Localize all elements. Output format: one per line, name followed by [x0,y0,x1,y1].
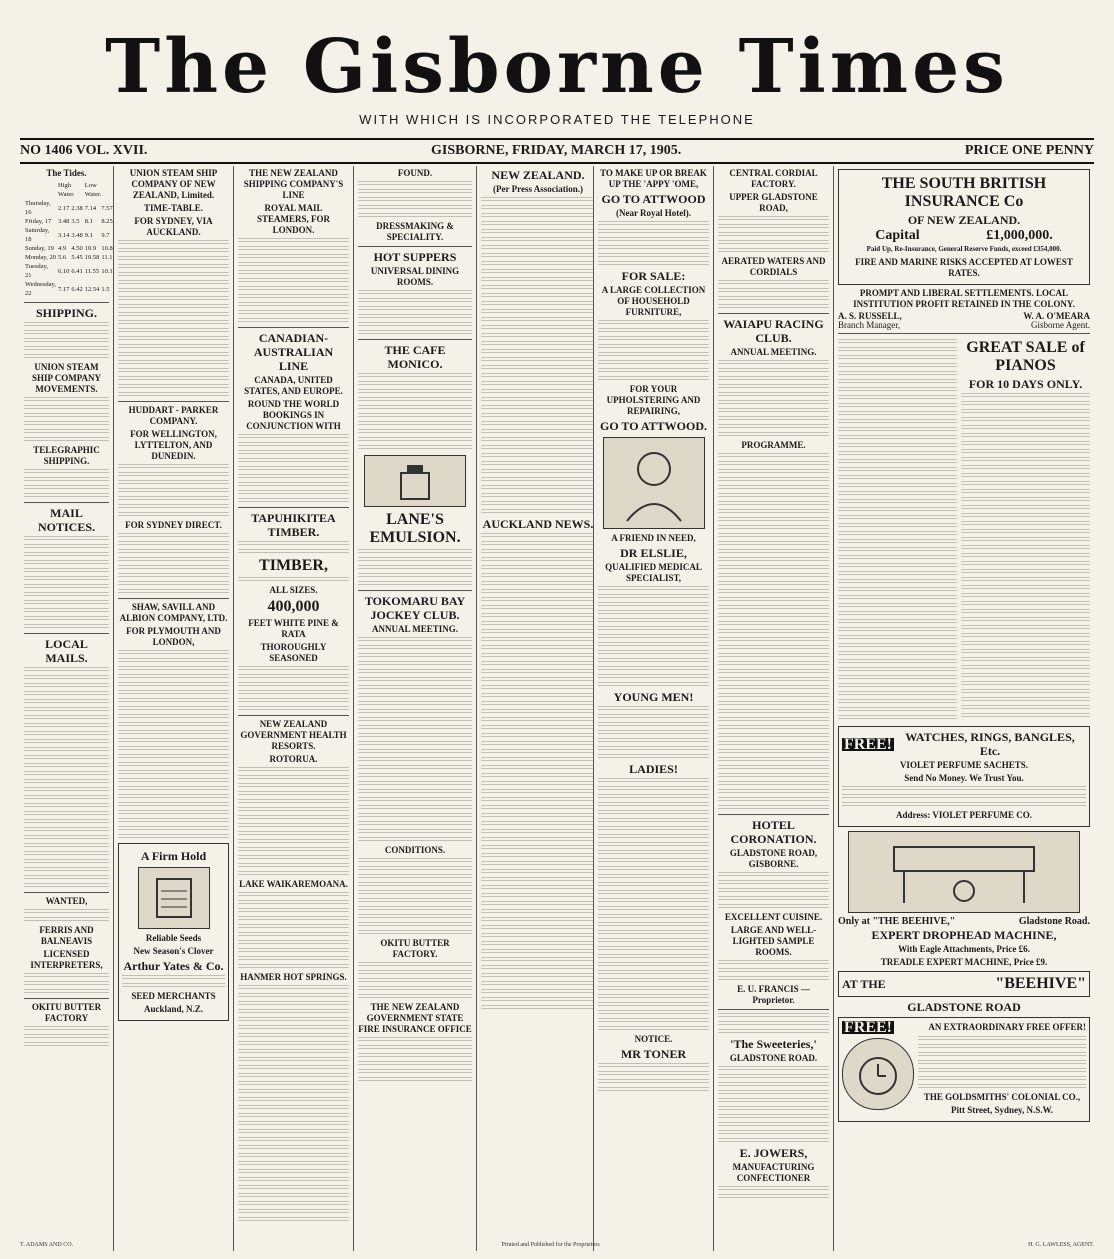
violet-address: Address: VIOLET PERFUME CO. [895,810,1033,820]
omeara-title: Gisborne Agent. [1031,320,1090,330]
sydney-direct-heading: FOR SYDNEY DIRECT. [125,520,222,530]
attwood-sub: (Near Royal Hotel). [615,208,692,218]
aerated-heading: AERATED WATERS AND CORDIALS [721,256,826,277]
local-mails-heading: LOCAL MAILS. [45,637,88,665]
auckland-text: Auckland, N.Z. [143,1004,204,1014]
issue-date: GISBORNE, FRIDAY, MARCH 17, 1905. [431,143,682,158]
annual-meeting-heading: ANNUAL MEETING. [371,624,458,634]
hanmer-heading: HANMER HOT SPRINGS. [240,972,347,982]
violet-perfume-ad [838,726,1090,827]
emulsion-illustration [364,455,466,507]
round-world-heading: ROUND THE WORLD BOOKINGS IN CONJUNCTION WITH [246,399,341,431]
ladies-heading: LADIES! [629,762,678,776]
table-row: Tuesday, 21 6.10 6.41 11.55 10.1 [25,263,113,279]
only-at-beehive: Only at "THE BEEHIVE," [838,916,956,927]
free-badge-2: FREE! [844,1019,892,1036]
timber-heading: TAPUHIKITEA TIMBER. [251,511,336,539]
capital-row [842,228,1086,243]
seasoned-text: THOROUGHLY SEASONED [260,642,327,663]
sweeteries-heading: 'The Sweeteries,' [730,1037,817,1051]
table-row: Wednesday, 22 7.17 6.42 12.54 1.5 [25,281,110,297]
wellington-heading: FOR WELLINGTON, LYTTELTON, AND DUNEDIN. [130,429,217,461]
bottle-icon [385,461,445,501]
jowers-sub: MANUFACTURING CONFECTIONER [732,1162,815,1183]
mr-toner-heading: MR TONER [620,1047,687,1061]
doctor-portrait [603,437,705,529]
reliable-seeds: Reliable Seeds [145,933,202,943]
shaw-savill-subheading: FOR PLYMOUTH AND LONDON, [126,626,221,647]
russell-title: Branch Manager, [838,320,901,330]
table-row: Thursday, 16 2.17 2.38 7.14 7.57 [25,200,113,216]
shaw-savill-heading: SHAW, SAVILL AND ALBION COMPANY, LTD. [119,602,228,623]
bottom-left: T. ADAMS AND CO. [20,1242,74,1248]
notice-heading: NOTICE. [634,1034,673,1044]
issue-price: PRICE ONE PENNY [964,143,1094,158]
timber-word: TIMBER, [259,557,328,574]
press-association: (Per Press Association.) [493,184,583,194]
insurance-ad [838,169,1090,285]
sewing-machine-illustration [848,831,1080,913]
table-row: Sunday, 19 4.9 4.50 10.9 10.8 [25,245,113,252]
feet-number: 400,000 [267,598,320,615]
telegraphic-heading: TELEGRAPHIC SHIPPING. [33,445,100,466]
column-7 [834,166,1094,1251]
dining-rooms-heading: UNIVERSAL DINING ROOMS. [370,266,460,287]
medical-specialist: QUALIFIED MEDICAL SPECIALIST, [605,562,702,583]
newspaper-title: The Gisborne Times [105,24,1009,110]
capital-value: £1,000,000. [986,228,1053,243]
agents-row [838,312,1090,330]
dr-elslie: DR ELSLIE, [620,546,687,560]
sydney-heading: FOR SYDNEY, VIA AUCKLAND. [134,216,213,237]
column-4-right [476,166,594,1251]
beehive-banner-title: "BEEHIVE" [995,975,1086,992]
firm-hold-heading: A Firm Hold [140,849,207,863]
racing-meeting: ANNUAL MEETING. [730,347,817,357]
hand-illustration [138,867,210,929]
upholstering-heading: FOR YOUR UPHOLSTERING AND REPAIRING, [606,384,701,416]
fire-marine-text: FIRE AND MARINE RISKS ACCEPTED AT LOWEST RATES. [855,257,1073,278]
extraordinary-text: AN EXTRAORDINARY FREE OFFER! [928,1022,1086,1032]
watches-text: WATCHES, RINGS, BANGLES, Etc. [905,730,1075,758]
table-row: Saturday, 18 3.14 3.48 9.1 9.7 [25,227,110,243]
break-up-heading: TO MAKE UP OR BREAK UP THE 'APPY 'OME, [600,168,707,189]
furniture-heading: A LARGE COLLECTION OF HOUSEHOLD FURNITURE, [601,285,706,317]
beehive-road: Gladstone Road. [1018,916,1090,927]
feet-subtext: FEET WHITE PINE & RATA [248,618,339,639]
new-zealand-heading: NEW ZEALAND. [491,168,585,182]
tides-col-high: High Water. [58,182,75,198]
dressmaking-heading: DRESSMAKING & SPECIALITY. [376,221,454,242]
column-5 [594,166,714,1251]
free-badge: FREE! [844,735,892,753]
sweeteries-road: GLADSTONE ROAD. [729,1053,818,1063]
cordial-factory-heading: CENTRAL CORDIAL FACTORY. [729,168,818,189]
goldsmiths-name: THE GOLDSMITHS' COLONIAL CO., [923,1092,1081,1102]
union-company-heading: UNION STEAM SHIP COMPANY OF NEW ZEALAND, Limited. [129,168,218,200]
treadle-machine: TREADLE EXPERT MACHINE, Price £9. [880,957,1048,967]
omeara-name: W. A. O'MEARA [1023,311,1090,321]
rotorua-heading: ROTORUA. [269,754,318,764]
young-men-heading: YOUNG MEN! [613,690,694,704]
newspaper-subtitle: WITH WHICH IS INCORPORATED THE TELEPHONE [359,112,755,127]
ten-days-text: FOR 10 DAYS ONLY. [968,377,1083,391]
lanes-emulsion-heading: LANE'S EMULSION. [369,511,461,546]
mail-notices-heading: MAIL NOTICES. [37,506,96,534]
union-movements-heading: UNION STEAM SHIP COMPANY MOVEMENTS. [31,362,102,394]
cafe-monico-heading: THE CAFE MONICO. [384,343,446,371]
hotel-coronation-heading: HOTEL CORONATION. [730,818,817,846]
okitu-heading: OKITU BUTTER FACTORY [31,1002,102,1023]
seed-merchants: SEED MERCHANTS [131,991,216,1001]
russell-name: A. S. RUSSELL, [838,311,902,321]
bottom-right: H. G. LAWLESS, AGENT. [1028,1242,1094,1248]
send-no-money: Send No Money. We Trust You. [904,773,1024,783]
attwood-heading: GO TO ATTWOOD [601,192,706,206]
canadian-heading: CANADIAN-AUSTRALIAN LINE [253,331,334,373]
piano-ad [838,337,1090,723]
clover-text: New Season's Clover [133,946,214,956]
column-1 [20,166,114,1251]
portrait-icon [619,443,689,523]
gladstone-road-text: GLADSTONE ROAD [907,1000,1021,1014]
fire-insurance-heading: THE NEW ZEALAND GOVERNMENT STATE FIRE INSURANCE OFFICE [358,1002,472,1034]
proprietor-text: E. U. FRANCIS — Proprietor. [737,984,810,1005]
canada-heading: CANADA, UNITED STATES, AND EUROPE. [244,375,343,396]
arthur-yates: Arthur Yates & Co. [123,959,224,973]
eagle-attachments: With Eagle Attachments, Price £6. [898,944,1030,954]
yates-seeds-ad [118,843,229,1021]
for-sale-heading: FOR SALE: [621,269,686,283]
hotel-coronation-sub: GLADSTONE ROAD, GISBORNE. [729,848,818,869]
wanted-heading: WANTED, [45,896,88,906]
ferris-subheading: LICENSED INTERPRETERS, [30,949,103,970]
violet-sachets: VIOLET PERFUME SACHETS. [899,760,1029,770]
beehive-banner [838,971,1090,997]
okitu-factory-heading: OKITU BUTTER FACTORY. [380,938,450,959]
masthead [0,0,1114,150]
sewing-machine-icon [864,837,1064,907]
tides-section [24,168,113,298]
capital-label: Capital [875,228,920,243]
column-4-left [358,166,472,1085]
watch-illustration [842,1038,914,1110]
insurance-subtitle: OF NEW ZEALAND. [907,213,1021,227]
racing-club-heading: WAIAPU RACING CLUB. [723,317,824,345]
sample-rooms-text: LARGE AND WELL-LIGHTED SAMPLE ROOMS. [730,925,817,957]
at-the-text: AT THE [842,977,886,991]
friend-in-need: A FRIEND IN NEED, [611,533,696,543]
column-3 [234,166,354,1251]
huddart-heading: HUDDART - PARKER COMPANY. [128,405,219,426]
conditions-heading: CONDITIONS. [384,845,446,855]
ferris-heading: FERRIS AND BALNEAVIS [39,925,94,946]
column-2 [114,166,234,1251]
nz-shipping-heading: THE NEW ZEALAND SHIPPING COMPANY'S LINE [243,168,344,200]
cuisine-text: EXCELLENT CUISINE. [724,912,823,922]
columns [20,166,1094,1251]
royal-mail-heading: ROYAL MAIL STEAMERS, FOR LONDON. [256,203,330,235]
hot-suppers-heading: HOT SUPPERS [373,250,457,264]
table-row: Friday, 17 3.48 3.5 8.1 8.25 [25,218,113,225]
health-resorts-heading: NEW ZEALAND GOVERNMENT HEALTH RESORTS. [240,719,347,751]
found-heading: FOUND. [397,168,433,178]
tides-col-low: Low Water. [84,182,102,198]
attwood2-heading: GO TO ATTWOOD. [599,419,708,433]
drophead-heading: EXPERT DROPHEAD MACHINE, [871,928,1057,942]
great-sale-heading: GREAT SALE of PIANOS [966,339,1085,374]
shipping-heading: SHIPPING. [35,306,97,320]
tides-heading: The Tides. [46,168,87,178]
jockey-club-heading: TOKOMARU BAY JOCKEY CLUB. [364,594,466,622]
auckland-news-heading: AUCKLAND NEWS. [482,517,594,531]
seed-packet-icon [149,873,199,923]
pocket-watch-icon [853,1049,903,1099]
beehive-row [838,917,1090,926]
table-row: Monday, 20 5.6 5.45 10.58 11.1 [25,254,113,261]
bottom-mid: Printed and Published for the Proprietors [501,1242,600,1248]
paid-up-text: Paid Up, Re-Insurance, General Reserve Funds, exceed £354,000. [866,245,1062,253]
issue-number: NO 1406 VOL. XVII. [20,143,148,158]
column-6 [714,166,834,1251]
prompt-text: PROMPT AND LIBERAL SETTLEMENTS. LOCAL INSTITUTION PROFIT RETAINED IN THE COLONY. [853,288,1075,309]
column-4 [354,166,594,1251]
goldsmiths-address: Pitt Street, Sydney, N.S.W. [950,1105,1053,1115]
goldsmiths-ad [838,1017,1090,1122]
dateline [20,138,1094,164]
bottom-strip [20,1242,1094,1254]
time-table-heading: TIME-TABLE. [143,203,204,213]
cordial-sub: UPPER GLADSTONE ROAD, [729,192,818,213]
programme-heading: PROGRAMME. [741,440,806,450]
waikaremoana-heading: LAKE WAIKAREMOANA. [239,879,348,889]
jowers-heading: E. JOWERS, [739,1146,808,1160]
tides-table [24,181,114,298]
insurance-title: THE SOUTH BRITISH INSURANCE Co [881,175,1047,210]
timber-sizes: ALL SIZES. [269,585,318,595]
